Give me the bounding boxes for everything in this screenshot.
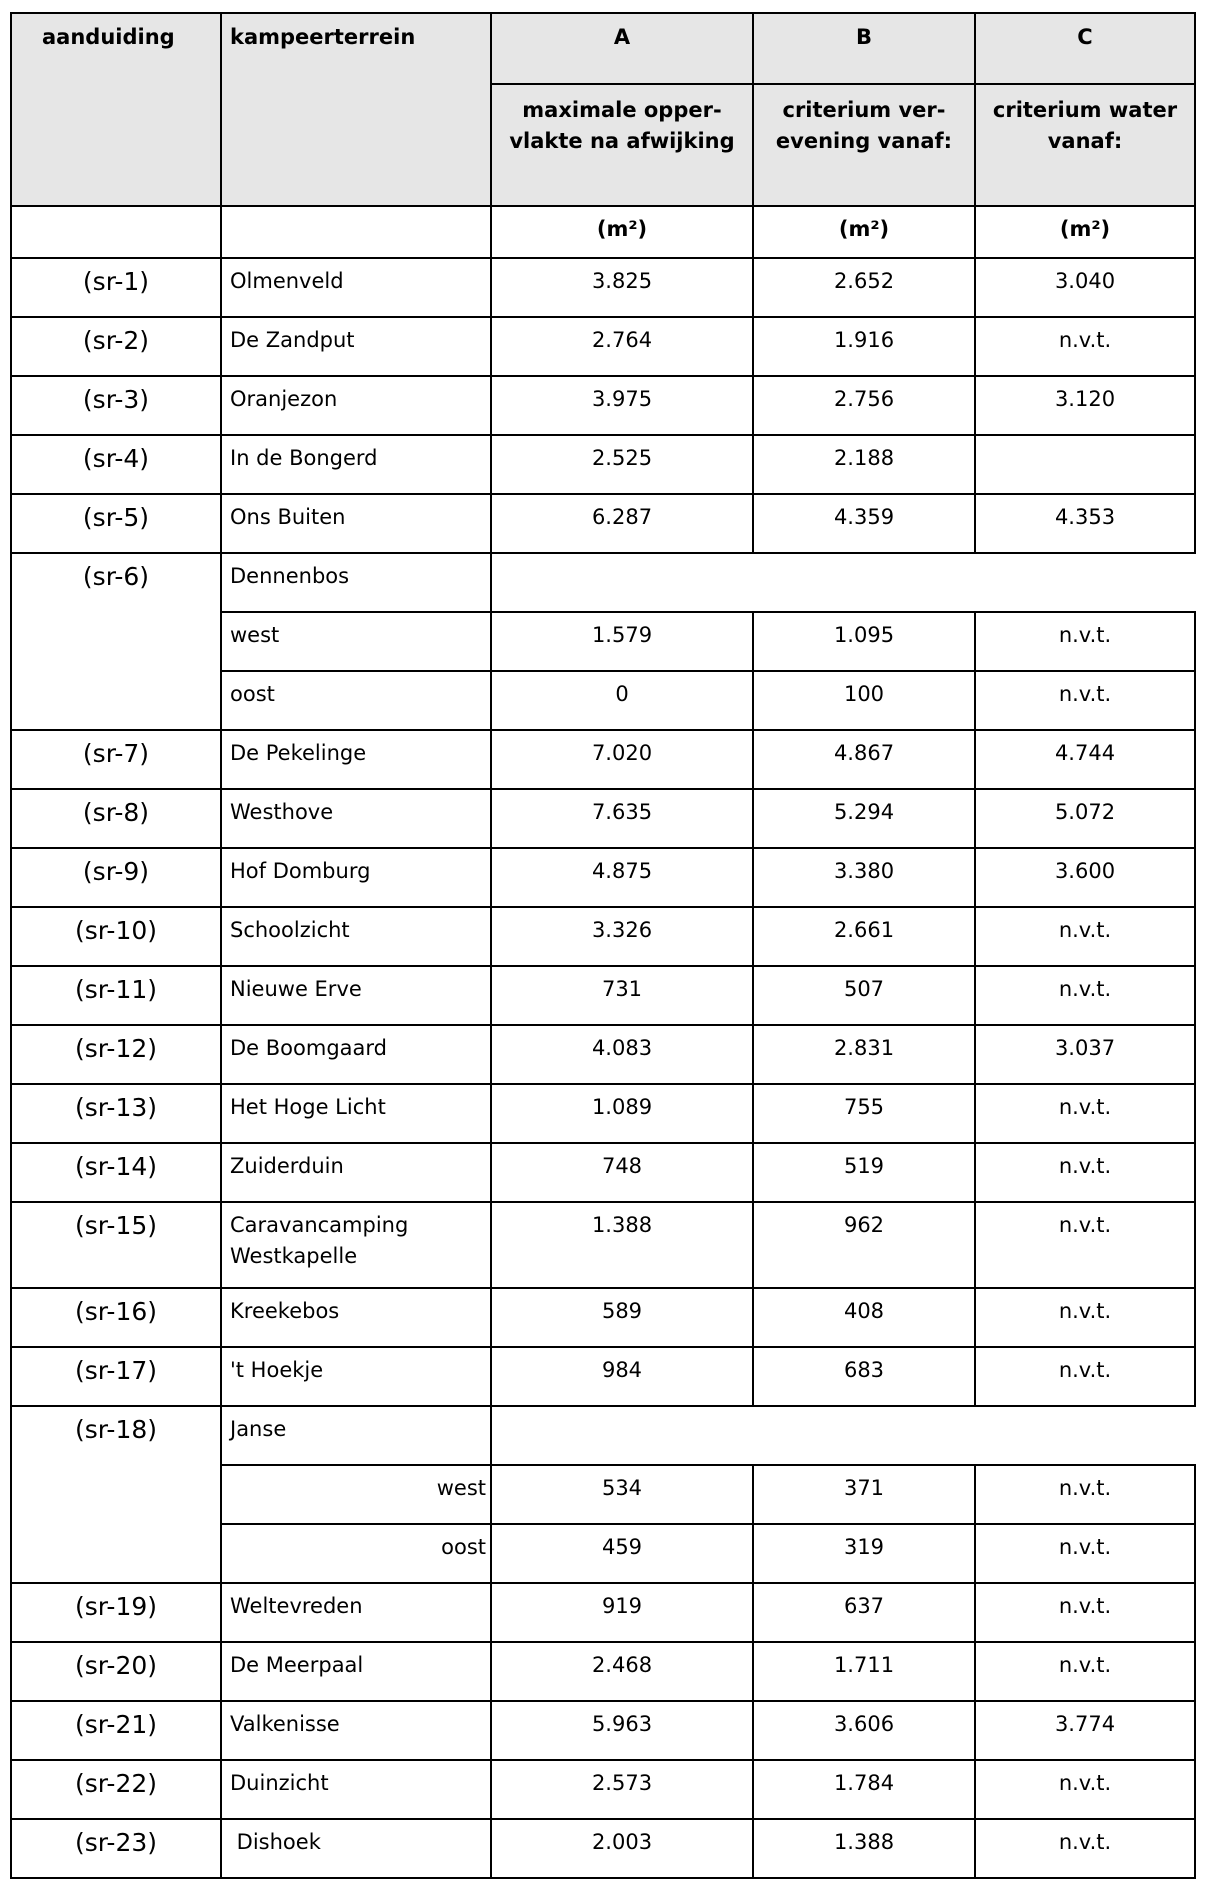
row-value-b: 3.606 bbox=[753, 1701, 975, 1760]
row-value-b: 507 bbox=[753, 966, 975, 1025]
row-value-a: 1.388 bbox=[491, 1202, 753, 1288]
row-value-a: 984 bbox=[491, 1347, 753, 1406]
unit-col-a: (m²) bbox=[491, 206, 753, 258]
row-value-b: 1.711 bbox=[753, 1642, 975, 1701]
table-row bbox=[11, 1143, 1195, 1202]
row-value-a: 919 bbox=[491, 1583, 753, 1642]
row-code: (sr-12) bbox=[11, 1025, 221, 1084]
row-value-b: 2.661 bbox=[753, 907, 975, 966]
row-value-c: n.v.t. bbox=[975, 1760, 1195, 1819]
row-value-c: 5.072 bbox=[975, 789, 1195, 848]
table-row bbox=[11, 376, 1195, 435]
row-value-c: n.v.t. bbox=[975, 671, 1195, 730]
table-row bbox=[11, 1202, 1195, 1288]
row-subname: oost bbox=[221, 1524, 491, 1583]
table-row bbox=[11, 1701, 1195, 1760]
row-value-c: n.v.t. bbox=[975, 317, 1195, 376]
table-row bbox=[11, 1288, 1195, 1347]
row-value-a: 1.089 bbox=[491, 1084, 753, 1143]
row-name: 't Hoekje bbox=[221, 1347, 491, 1406]
row-name: In de Bongerd bbox=[221, 435, 491, 494]
row-code: (sr-7) bbox=[11, 730, 221, 789]
table-row bbox=[11, 1583, 1195, 1642]
row-name: Duinzicht bbox=[221, 1760, 491, 1819]
row-value-c: 3.037 bbox=[975, 1025, 1195, 1084]
row-name: Zuiderduin bbox=[221, 1143, 491, 1202]
row-value-a: 2.468 bbox=[491, 1642, 753, 1701]
row-value-a: 7.020 bbox=[491, 730, 753, 789]
unit-col-b: (m²) bbox=[753, 206, 975, 258]
row-value-a: 4.875 bbox=[491, 848, 753, 907]
header-kampeerterrein: kampeerterrein bbox=[221, 13, 491, 206]
unit-empty-1 bbox=[11, 206, 221, 258]
row-value-b: 3.380 bbox=[753, 848, 975, 907]
header-row-letters bbox=[11, 13, 1195, 84]
row-value-c: 4.744 bbox=[975, 730, 1195, 789]
table-row bbox=[11, 1347, 1195, 1406]
row-value-a: 534 bbox=[491, 1465, 753, 1524]
row-value-a: 2.573 bbox=[491, 1760, 753, 1819]
row-code: (sr-21) bbox=[11, 1701, 221, 1760]
header-col-b-desc-line2: evening vanaf: bbox=[775, 129, 953, 153]
row-value-a: 748 bbox=[491, 1143, 753, 1202]
table-row bbox=[11, 1406, 1195, 1465]
row-code: (sr-15) bbox=[11, 1202, 221, 1288]
row-name: Schoolzicht bbox=[221, 907, 491, 966]
row-value-c: n.v.t. bbox=[975, 1202, 1195, 1288]
header-col-b: B bbox=[753, 13, 975, 84]
row-code: (sr-8) bbox=[11, 789, 221, 848]
row-value-c: n.v.t. bbox=[975, 1288, 1195, 1347]
row-value-c: n.v.t. bbox=[975, 907, 1195, 966]
row-value-c: n.v.t. bbox=[975, 1465, 1195, 1524]
row-name: Valkenisse bbox=[221, 1701, 491, 1760]
row-value-a: 5.963 bbox=[491, 1701, 753, 1760]
row-value-c: n.v.t. bbox=[975, 1819, 1195, 1878]
row-value-a: 1.579 bbox=[491, 612, 753, 671]
row-value-a: 459 bbox=[491, 1524, 753, 1583]
table-row bbox=[11, 730, 1195, 789]
table-row bbox=[11, 435, 1195, 494]
row-value-b: 2.188 bbox=[753, 435, 975, 494]
row-name: Dishoek bbox=[221, 1819, 491, 1878]
row-value-c: n.v.t. bbox=[975, 1347, 1195, 1406]
table-row bbox=[11, 1084, 1195, 1143]
table-row bbox=[11, 553, 1195, 612]
row-code: (sr-20) bbox=[11, 1642, 221, 1701]
row-subname: west bbox=[221, 1465, 491, 1524]
row-value-c: n.v.t. bbox=[975, 1143, 1195, 1202]
row-value-b: 1.784 bbox=[753, 1760, 975, 1819]
row-name: De Meerpaal bbox=[221, 1642, 491, 1701]
header-col-b-desc-line1: criterium ver- bbox=[782, 98, 946, 122]
row-code: (sr-2) bbox=[11, 317, 221, 376]
row-value-a: 2.764 bbox=[491, 317, 753, 376]
row-name: Oranjezon bbox=[221, 376, 491, 435]
row-value-c: n.v.t. bbox=[975, 966, 1195, 1025]
row-code: (sr-22) bbox=[11, 1760, 221, 1819]
header-aanduiding: aanduiding bbox=[11, 13, 221, 206]
row-value-b: 683 bbox=[753, 1347, 975, 1406]
row-code: (sr-11) bbox=[11, 966, 221, 1025]
table-row bbox=[11, 1760, 1195, 1819]
row-value-c bbox=[975, 435, 1195, 494]
row-code: (sr-23) bbox=[11, 1819, 221, 1878]
row-value-b: 408 bbox=[753, 1288, 975, 1347]
row-value-b: 100 bbox=[753, 671, 975, 730]
unit-empty-2 bbox=[221, 206, 491, 258]
row-value-b: 2.831 bbox=[753, 1025, 975, 1084]
campsite-table bbox=[10, 12, 1196, 1879]
row-value-c: n.v.t. bbox=[975, 1084, 1195, 1143]
row-name: De Pekelinge bbox=[221, 730, 491, 789]
row-value-b: 637 bbox=[753, 1583, 975, 1642]
row-name-line2: Westkapelle bbox=[230, 1244, 358, 1268]
row-code: (sr-6) bbox=[11, 553, 221, 730]
row-value-a: 3.975 bbox=[491, 376, 753, 435]
row-value-b: 962 bbox=[753, 1202, 975, 1288]
row-code: (sr-13) bbox=[11, 1084, 221, 1143]
table-row bbox=[11, 1642, 1195, 1701]
row-value-b: 1.916 bbox=[753, 317, 975, 376]
row-name-line1: Caravancamping bbox=[230, 1213, 409, 1237]
row-code: (sr-16) bbox=[11, 1288, 221, 1347]
row-code: (sr-19) bbox=[11, 1583, 221, 1642]
row-value-b: 755 bbox=[753, 1084, 975, 1143]
header-col-c-desc bbox=[975, 84, 1195, 206]
row-empty-span bbox=[491, 1406, 1195, 1465]
row-name: Ons Buiten bbox=[221, 494, 491, 553]
header-col-c-desc-line2: vanaf: bbox=[1047, 129, 1123, 153]
row-code: (sr-17) bbox=[11, 1347, 221, 1406]
header-col-c: C bbox=[975, 13, 1195, 84]
row-value-a: 589 bbox=[491, 1288, 753, 1347]
row-name: De Zandput bbox=[221, 317, 491, 376]
row-name: Dennenbos bbox=[221, 553, 491, 612]
row-value-b: 2.756 bbox=[753, 376, 975, 435]
row-subname: west bbox=[221, 612, 491, 671]
table-row bbox=[11, 789, 1195, 848]
row-value-b: 519 bbox=[753, 1143, 975, 1202]
row-code: (sr-14) bbox=[11, 1143, 221, 1202]
row-value-c: n.v.t. bbox=[975, 1583, 1195, 1642]
table-row bbox=[11, 258, 1195, 317]
row-code: (sr-5) bbox=[11, 494, 221, 553]
row-code: (sr-18) bbox=[11, 1406, 221, 1583]
unit-col-c: (m²) bbox=[975, 206, 1195, 258]
row-value-b: 4.867 bbox=[753, 730, 975, 789]
row-name: Nieuwe Erve bbox=[221, 966, 491, 1025]
row-subname: oost bbox=[221, 671, 491, 730]
row-name: Janse bbox=[221, 1406, 491, 1465]
row-value-a: 7.635 bbox=[491, 789, 753, 848]
row-value-a: 2.525 bbox=[491, 435, 753, 494]
row-code: (sr-4) bbox=[11, 435, 221, 494]
row-code: (sr-9) bbox=[11, 848, 221, 907]
row-name: Westhove bbox=[221, 789, 491, 848]
row-name bbox=[221, 1202, 491, 1288]
row-name: Kreekebos bbox=[221, 1288, 491, 1347]
row-value-c: 3.600 bbox=[975, 848, 1195, 907]
row-value-a: 2.003 bbox=[491, 1819, 753, 1878]
row-value-c: n.v.t. bbox=[975, 1524, 1195, 1583]
row-value-c: 3.040 bbox=[975, 258, 1195, 317]
table-row bbox=[11, 966, 1195, 1025]
row-value-b: 5.294 bbox=[753, 789, 975, 848]
row-value-a: 6.287 bbox=[491, 494, 753, 553]
table-row bbox=[11, 494, 1195, 553]
row-name: Hof Domburg bbox=[221, 848, 491, 907]
table-row bbox=[11, 907, 1195, 966]
header-col-a-desc-line2: vlakte na afwijking bbox=[509, 129, 735, 153]
row-value-c: 4.353 bbox=[975, 494, 1195, 553]
row-name: Het Hoge Licht bbox=[221, 1084, 491, 1143]
row-code: (sr-10) bbox=[11, 907, 221, 966]
table-row bbox=[11, 317, 1195, 376]
row-value-b: 1.388 bbox=[753, 1819, 975, 1878]
row-code: (sr-1) bbox=[11, 258, 221, 317]
row-empty-span bbox=[491, 553, 1195, 612]
header-col-a: A bbox=[491, 13, 753, 84]
header-col-a-desc bbox=[491, 84, 753, 206]
row-value-a: 3.326 bbox=[491, 907, 753, 966]
row-value-c: 3.774 bbox=[975, 1701, 1195, 1760]
unit-row bbox=[11, 206, 1195, 258]
row-value-b: 1.095 bbox=[753, 612, 975, 671]
header-col-c-desc-line1: criterium water bbox=[992, 98, 1178, 122]
row-value-c: n.v.t. bbox=[975, 1642, 1195, 1701]
row-value-b: 2.652 bbox=[753, 258, 975, 317]
row-value-a: 0 bbox=[491, 671, 753, 730]
row-value-a: 3.825 bbox=[491, 258, 753, 317]
table-row bbox=[11, 1025, 1195, 1084]
row-value-a: 4.083 bbox=[491, 1025, 753, 1084]
row-name: Olmenveld bbox=[221, 258, 491, 317]
header-col-b-desc bbox=[753, 84, 975, 206]
row-value-b: 371 bbox=[753, 1465, 975, 1524]
table-row bbox=[11, 848, 1195, 907]
row-value-a: 731 bbox=[491, 966, 753, 1025]
row-name: Weltevreden bbox=[221, 1583, 491, 1642]
row-value-c: 3.120 bbox=[975, 376, 1195, 435]
row-name: De Boomgaard bbox=[221, 1025, 491, 1084]
row-value-b: 4.359 bbox=[753, 494, 975, 553]
row-value-b: 319 bbox=[753, 1524, 975, 1583]
row-value-c: n.v.t. bbox=[975, 612, 1195, 671]
row-code: (sr-3) bbox=[11, 376, 221, 435]
table-row bbox=[11, 1819, 1195, 1878]
header-col-a-desc-line1: maximale opper- bbox=[522, 98, 722, 122]
